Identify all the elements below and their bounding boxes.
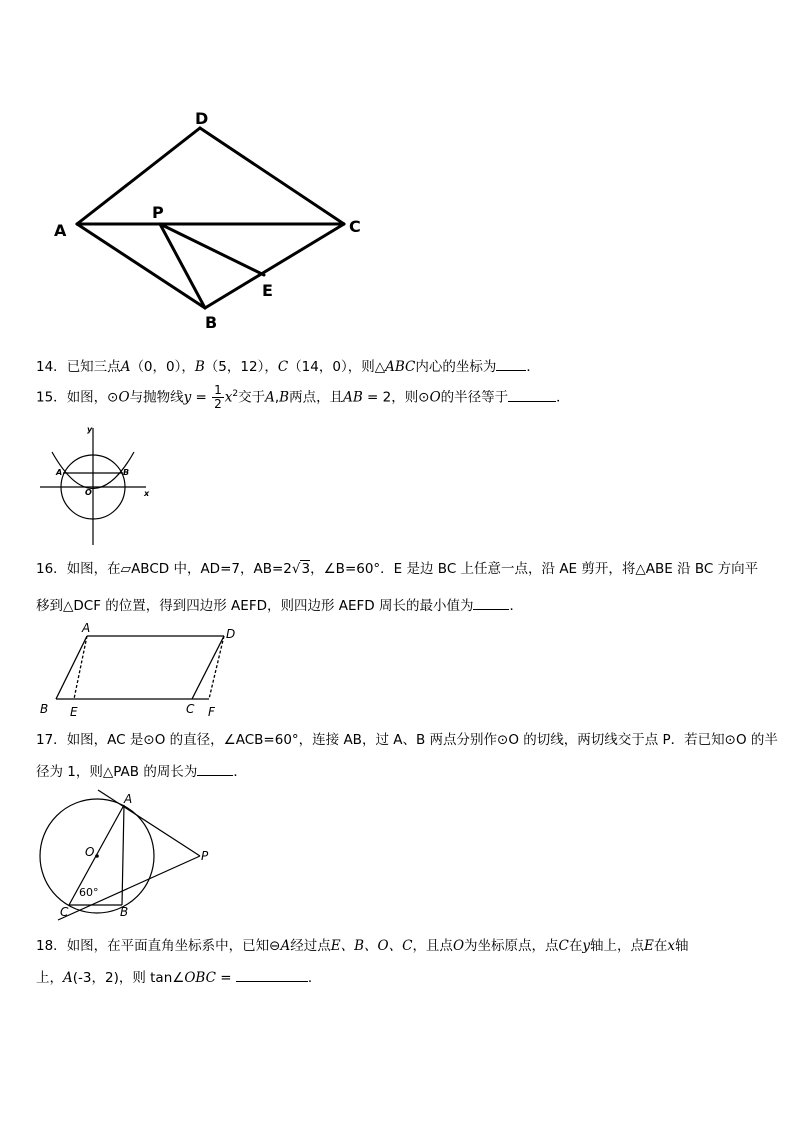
label-f: F <box>208 705 215 719</box>
label-p: P <box>201 849 209 863</box>
label-o: O <box>85 845 95 859</box>
segment-ae-dashed <box>74 636 87 699</box>
label-b: B <box>40 702 49 716</box>
label-c: C <box>186 702 195 716</box>
label-a: A <box>82 621 91 635</box>
label-p: P <box>152 203 164 222</box>
figure-circle-tangents <box>36 784 226 924</box>
label-a: A <box>56 468 63 477</box>
figure-quadrilateral-abcd <box>40 100 380 340</box>
label-b: B <box>120 905 129 919</box>
segment-ab <box>56 636 87 699</box>
segment-cd <box>192 636 224 699</box>
tangent-at-a <box>98 790 200 856</box>
answer-blank[interactable] <box>508 389 556 402</box>
label-e: E <box>262 281 273 300</box>
label-c: C <box>349 217 361 236</box>
label-e: E <box>70 705 78 719</box>
label-b: B <box>123 468 130 477</box>
label-d: D <box>226 627 236 641</box>
segment-dc <box>200 128 344 224</box>
answer-blank[interactable] <box>236 969 308 982</box>
question-14: 14．已知三点A（0，0），B（5，12），C（14，0），则△ABC内心的坐标为 ． <box>36 359 540 375</box>
question-16-line-1: 16．如图，在▱ABCD 中，AD=7，AB=2√3，∠B=60°．E 是边 BC 上任意一点，沿 AE 剪开，将△ABE 沿 BC 方向平 <box>36 561 759 577</box>
answer-blank[interactable] <box>473 597 509 610</box>
fraction-one-half: $\frac{1}{2}$ <box>214 383 222 411</box>
label-o: O <box>85 488 92 497</box>
label-d: D <box>195 109 209 128</box>
label-x: x <box>144 489 150 498</box>
figure-circle-parabola <box>36 422 156 550</box>
label-y: y <box>87 425 93 434</box>
center-point-o <box>95 854 99 858</box>
label-a: A <box>124 792 133 806</box>
figure-parallelogram <box>36 622 256 722</box>
angle-label-60: 60° <box>79 886 99 899</box>
segment-bc <box>205 224 344 308</box>
question-17-line-2: 径为 1，则△PAB 的周长为 ． <box>36 764 247 780</box>
label-c: C <box>60 905 69 919</box>
question-16-line-2: 移到△DCF 的位置，得到四边形 AEFD，则四边形 AEFD 周长的最小值为 ． <box>36 598 523 614</box>
label-a: A <box>54 221 67 240</box>
answer-blank[interactable] <box>197 763 233 776</box>
segment-df-dashed <box>209 636 224 699</box>
segment-pe <box>160 224 264 275</box>
segment-ad <box>77 128 200 224</box>
label-b: B <box>205 313 218 332</box>
answer-blank[interactable] <box>496 358 526 371</box>
question-17-line-1: 17．如图，AC 是⊙O 的直径，∠ACB=60°，连接 AB，过 A、B 两点分别作⊙O 的切线，两切线交于点 P．若已知⊙O 的半 <box>36 732 778 748</box>
question-15: 15．如图，⊙O与抛物线y = $\frac{1}{2}$ $x^2$交于A,B两点，且AB = 2，则⊙O的半径等于 ． <box>36 383 570 411</box>
question-18-line-1: 18．如图，在平面直角坐标系中，已知⊖A经过点E、B、O、C，且点O为坐标原点，点C在y轴上，点E在x轴 <box>36 938 689 954</box>
question-18-line-2: 上，A(-3，2)，则 tan∠OBC = ． <box>36 970 322 986</box>
